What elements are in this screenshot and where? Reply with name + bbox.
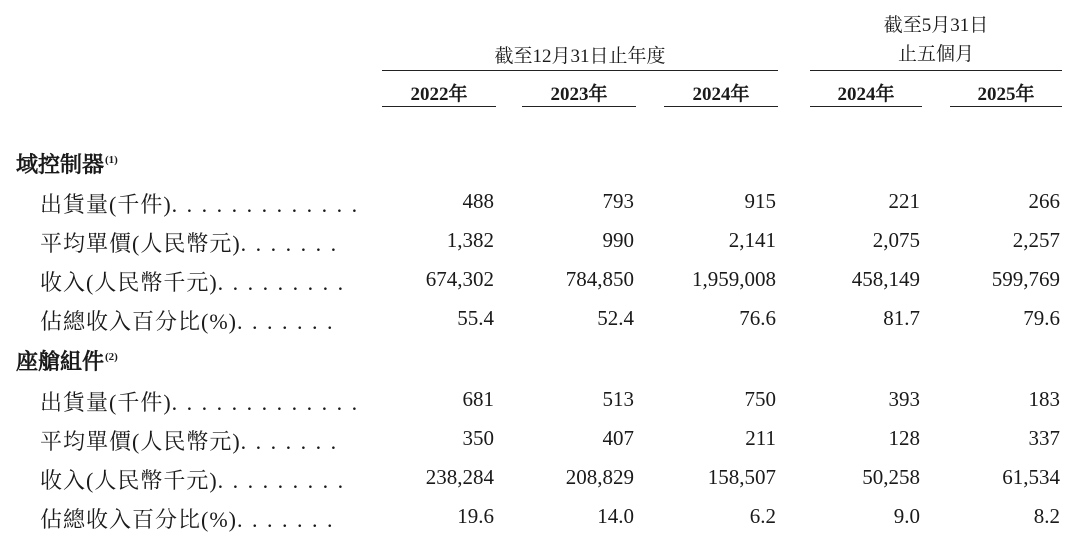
- cell-value: 915: [744, 189, 776, 213]
- cell-value: 61,534: [1002, 465, 1060, 489]
- cell-value: 238,284: [425, 465, 494, 489]
- row-label: 出貨量(千件). . . . . . . . . . . . .: [40, 192, 360, 217]
- cell-value: 2,257: [1012, 228, 1060, 252]
- cell-value: 793: [602, 189, 634, 213]
- cell-value: 211: [745, 426, 776, 450]
- cell-value: 784,850: [565, 267, 634, 291]
- year-header-2023: 2023年: [550, 84, 608, 105]
- year-rule: [664, 106, 778, 107]
- year-header-2024: 2024年: [692, 84, 750, 105]
- cell-value: 513: [602, 387, 634, 411]
- cell-value: 81.7: [883, 306, 920, 330]
- cell-value: 488: [462, 189, 494, 213]
- cell-value: 8.2: [1033, 504, 1060, 528]
- cell-value: 266: [1028, 189, 1060, 213]
- year-header-2025-five-months: 2025年: [977, 84, 1035, 105]
- year-rule: [522, 106, 636, 107]
- cell-value: 183: [1028, 387, 1060, 411]
- cell-value: 1,382: [446, 228, 494, 252]
- row-label: 收入(人民幣千元). . . . . . . . .: [40, 270, 346, 295]
- section-title-cockpit-components: 座艙組件$^{(2)}$: [16, 349, 118, 374]
- cell-value: 128: [888, 426, 920, 450]
- cell-value: 79.6: [1023, 306, 1060, 330]
- cell-value: 221: [888, 189, 920, 213]
- header-group2-title-line1: 截至5月31日: [883, 15, 989, 36]
- row-label: 出貨量(千件). . . . . . . . . . . . .: [40, 390, 360, 415]
- cell-value: 681: [462, 387, 494, 411]
- cell-value: 208,829: [565, 465, 634, 489]
- cell-value: 458,149: [851, 267, 920, 291]
- cell-value: 9.0: [893, 504, 920, 528]
- cell-value: 14.0: [597, 504, 634, 528]
- cell-value: 52.4: [597, 306, 634, 330]
- cell-value: 350: [462, 426, 494, 450]
- cell-value: 337: [1028, 426, 1060, 450]
- cell-value: 55.4: [457, 306, 494, 330]
- cell-value: 674,302: [425, 267, 494, 291]
- cell-value: 393: [888, 387, 920, 411]
- cell-value: 158,507: [707, 465, 776, 489]
- year-header-2022: 2022年: [410, 84, 468, 105]
- cell-value: 6.2: [749, 504, 776, 528]
- row-label: 平均單價(人民幣元). . . . . . .: [40, 429, 339, 454]
- cell-value: 750: [744, 387, 776, 411]
- cell-value: 407: [602, 426, 634, 450]
- row-label: 佔總收入百分比(%). . . . . . .: [40, 507, 335, 532]
- cell-value: 1,959,008: [692, 267, 776, 291]
- header-group1-title: 截至12月31日止年度: [494, 46, 666, 67]
- cell-value: 2,075: [872, 228, 920, 252]
- section-title-domain-controller: 域控制器$^{(1)}$: [16, 152, 118, 177]
- year-rule: [950, 106, 1062, 107]
- row-label: 收入(人民幣千元). . . . . . . . .: [40, 468, 346, 493]
- cell-value: 599,769: [991, 267, 1060, 291]
- header-group1-rule: [382, 70, 778, 71]
- cell-value: 990: [602, 228, 634, 252]
- cell-value: 2,141: [728, 228, 776, 252]
- year-rule: [810, 106, 922, 107]
- cell-value: 50,258: [862, 465, 920, 489]
- header-group2-rule: [810, 70, 1062, 71]
- year-rule: [382, 106, 496, 107]
- cell-value: 19.6: [457, 504, 494, 528]
- row-label: 平均單價(人民幣元). . . . . . .: [40, 231, 339, 256]
- year-header-2024-five-months: 2024年: [837, 84, 895, 105]
- header-group2-title-line2: 止五個月: [897, 44, 974, 65]
- row-label: 佔總收入百分比(%). . . . . . .: [40, 309, 335, 334]
- cell-value: 76.6: [739, 306, 776, 330]
